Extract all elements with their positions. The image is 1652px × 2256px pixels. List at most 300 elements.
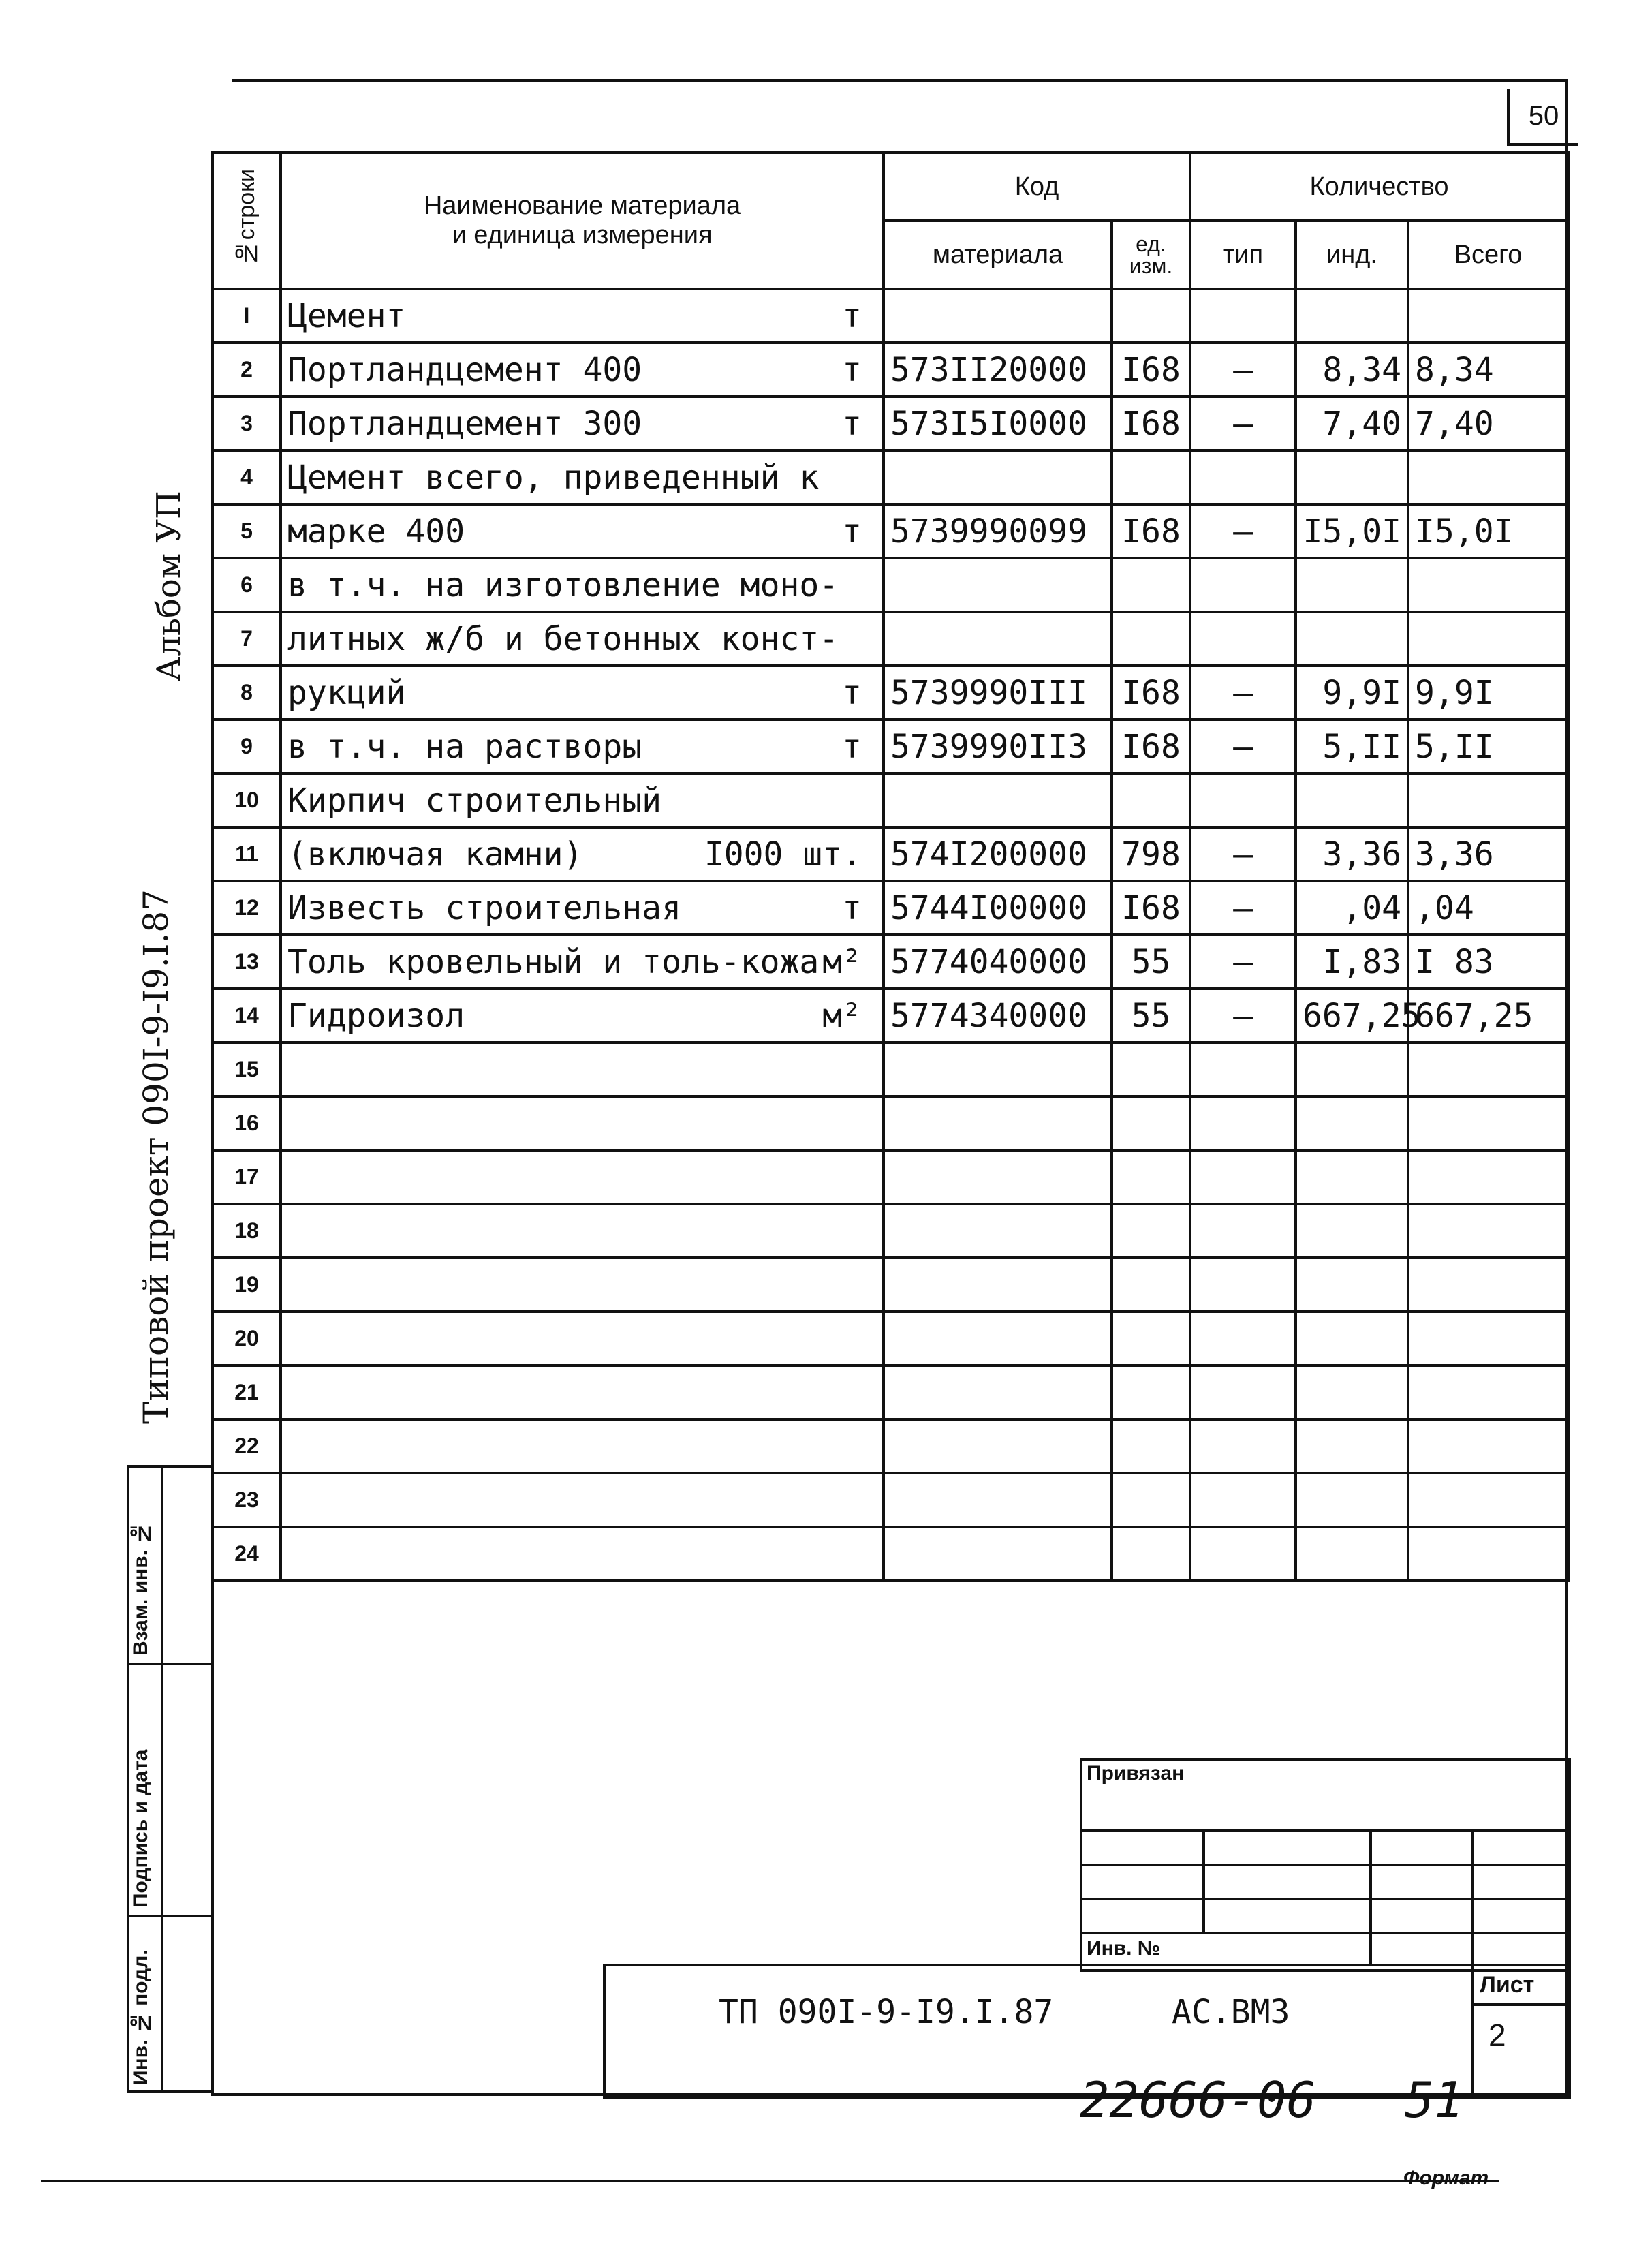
ind-value-text: ,04 — [1342, 889, 1402, 927]
total-value — [1408, 773, 1568, 827]
type-value — [1190, 289, 1296, 343]
ind-value — [1296, 397, 1408, 450]
total-value-text: 5,II — [1415, 727, 1494, 766]
material-name — [281, 1419, 884, 1473]
ind-value — [1296, 558, 1408, 612]
table-row — [213, 1150, 1568, 1204]
total-value-text: I5,0I — [1415, 512, 1514, 551]
material-name — [281, 666, 884, 720]
material-name-text: Цемент всего, приведенный к — [287, 458, 820, 497]
total-value-text: 667,25 — [1415, 996, 1533, 1035]
sheet-div — [1471, 2003, 1567, 2006]
unit-code-text: I68 — [1121, 889, 1181, 927]
total-value — [1408, 558, 1568, 612]
material-name-text: Известь строительная — [287, 889, 681, 927]
type-value — [1190, 612, 1296, 666]
unit-code-text: I68 — [1121, 350, 1181, 389]
sheet-col — [1471, 1964, 1474, 2093]
type-value — [1190, 558, 1296, 612]
handwritten-number: 22666-06 51 — [1080, 2071, 1464, 2129]
binding-col1 — [1202, 1829, 1205, 1932]
material-code — [884, 504, 1112, 558]
total-value — [1408, 504, 1568, 558]
table-row — [213, 881, 1568, 935]
side-strip-div2 — [127, 1915, 213, 1917]
total-value — [1408, 1312, 1568, 1365]
material-name — [281, 1042, 884, 1096]
row-number-text: 16 — [234, 1111, 259, 1135]
material-name — [281, 450, 884, 504]
page-number: 50 — [1507, 89, 1578, 146]
inv-podl-label: Инв. № подл. — [129, 1949, 152, 2085]
type-header: тип — [1190, 221, 1296, 289]
binding-row2 — [1080, 1864, 1565, 1866]
bottom-rule — [41, 2180, 1499, 2182]
material-name — [281, 397, 884, 450]
total-value — [1408, 1419, 1568, 1473]
ind-value — [1296, 289, 1408, 343]
table-row — [213, 397, 1568, 450]
material-name-text: Гидроизол — [287, 996, 465, 1035]
unit-code-text: 55 — [1131, 942, 1171, 981]
material-name — [281, 1365, 884, 1419]
ind-value-text: 8,34 — [1322, 350, 1402, 389]
material-name — [281, 289, 884, 343]
table-row — [213, 343, 1568, 397]
format-label: Формат — [1403, 2167, 1489, 2189]
row-number-text: 21 — [234, 1380, 259, 1404]
ind-value-text: 9,9I — [1322, 673, 1402, 712]
material-code — [884, 1312, 1112, 1365]
total-value — [1408, 1150, 1568, 1204]
table-row — [213, 1042, 1568, 1096]
total-value-text: 7,40 — [1415, 404, 1494, 443]
material-name — [281, 1473, 884, 1527]
ind-value-text: 3,36 — [1322, 835, 1402, 874]
row-number-text: 22 — [234, 1434, 259, 1458]
row-number — [213, 1419, 281, 1473]
row-number — [213, 558, 281, 612]
row-number-text: 7 — [240, 626, 253, 651]
material-name — [281, 989, 884, 1042]
type-value — [1190, 1258, 1296, 1312]
unit-code — [1112, 1204, 1190, 1258]
material-name-text: Толь кровельный и толь-кожа — [287, 942, 820, 981]
type-value — [1190, 1419, 1296, 1473]
unit-code — [1112, 289, 1190, 343]
material-name — [281, 935, 884, 989]
row-number — [213, 1365, 281, 1419]
unit-label: м² — [822, 943, 862, 981]
table-row — [213, 558, 1568, 612]
total-value — [1408, 827, 1568, 881]
material-name-text: в т.ч. на изготовление моно- — [287, 566, 839, 604]
row-number — [213, 827, 281, 881]
material-name-text: литных ж/б и бетонных конст- — [287, 619, 839, 658]
unit-code — [1112, 1365, 1190, 1419]
row-number-text: 15 — [234, 1057, 259, 1081]
unit-code — [1112, 1419, 1190, 1473]
ind-value — [1296, 1527, 1408, 1581]
unit-code — [1112, 1096, 1190, 1150]
ind-value — [1296, 343, 1408, 397]
material-code — [884, 343, 1112, 397]
row-number — [213, 1258, 281, 1312]
total-value-text: I 83 — [1415, 942, 1494, 981]
unit-code — [1112, 397, 1190, 450]
table-row — [213, 827, 1568, 881]
unit-code — [1112, 881, 1190, 935]
row-number-text: 24 — [234, 1541, 259, 1566]
doc-code: ТП 090I-9-I9.I.87 — [719, 1993, 1054, 2031]
material-code — [884, 1365, 1112, 1419]
material-code-text: 573II20000 — [890, 350, 1087, 389]
type-value — [1190, 989, 1296, 1042]
binding-col3 — [1471, 1829, 1474, 1966]
row-number-text: 12 — [234, 895, 259, 920]
project-label: Типовой проект 090I-9-I9.I.87 — [136, 889, 176, 1424]
material-code — [884, 397, 1112, 450]
album-label: Альбом УП — [150, 491, 188, 681]
type-value-text: – — [1233, 889, 1253, 927]
material-code-text: 5774340000 — [890, 996, 1087, 1035]
type-value — [1190, 935, 1296, 989]
type-value — [1190, 1312, 1296, 1365]
material-code-text: 5739990099 — [890, 512, 1087, 551]
row-number — [213, 612, 281, 666]
material-name — [281, 612, 884, 666]
row-number — [213, 343, 281, 397]
unit-label: т — [842, 297, 862, 335]
unit-code-text: I68 — [1121, 512, 1181, 551]
ind-value — [1296, 935, 1408, 989]
row-number — [213, 935, 281, 989]
type-value — [1190, 1527, 1296, 1581]
total-value — [1408, 881, 1568, 935]
top-rule — [232, 79, 1568, 82]
material-name — [281, 1312, 884, 1365]
ind-value — [1296, 612, 1408, 666]
table-row — [213, 1419, 1568, 1473]
table-row — [213, 989, 1568, 1042]
row-number-text: 4 — [240, 465, 253, 489]
binding-row1 — [1080, 1829, 1565, 1832]
type-value — [1190, 827, 1296, 881]
material-code-header: материала — [884, 221, 1112, 289]
ind-value — [1296, 1096, 1408, 1150]
type-value — [1190, 1473, 1296, 1527]
unit-code — [1112, 1312, 1190, 1365]
material-code — [884, 289, 1112, 343]
ind-value — [1296, 1419, 1408, 1473]
binding-col2 — [1369, 1829, 1372, 1966]
row-number-text: 19 — [234, 1272, 259, 1297]
type-value — [1190, 1096, 1296, 1150]
table-row — [213, 1312, 1568, 1365]
material-code — [884, 1419, 1112, 1473]
material-code — [884, 827, 1112, 881]
table-row — [213, 1258, 1568, 1312]
unit-label: т — [842, 889, 862, 927]
material-code — [884, 935, 1112, 989]
type-value-text: – — [1233, 404, 1253, 443]
row-number-text: 20 — [234, 1326, 259, 1350]
material-code-text: 5744I00000 — [890, 889, 1087, 927]
unit-label: т — [842, 674, 862, 712]
row-number-text: 17 — [234, 1164, 259, 1189]
binding-row4 — [1080, 1932, 1565, 1934]
unit-code — [1112, 935, 1190, 989]
type-value — [1190, 1204, 1296, 1258]
signature-date-label: Подпись и дата — [129, 1749, 152, 1908]
binding-row3 — [1080, 1898, 1565, 1900]
material-name — [281, 343, 884, 397]
ind-value-text: 5,II — [1322, 727, 1402, 766]
total-value — [1408, 935, 1568, 989]
ind-value — [1296, 1204, 1408, 1258]
material-code — [884, 612, 1112, 666]
total-value — [1408, 1042, 1568, 1096]
total-value — [1408, 720, 1568, 773]
row-number — [213, 450, 281, 504]
material-code — [884, 558, 1112, 612]
unit-code — [1112, 1150, 1190, 1204]
row-number-text: 23 — [234, 1487, 259, 1512]
ind-value — [1296, 773, 1408, 827]
ind-value-text: I,83 — [1322, 942, 1402, 981]
table-row — [213, 1204, 1568, 1258]
material-name — [281, 720, 884, 773]
unit-label: т — [842, 405, 862, 443]
total-value — [1408, 1204, 1568, 1258]
material-name-text: Цемент — [287, 296, 406, 335]
sheet-label: Лист — [1480, 1972, 1535, 1998]
unit-code — [1112, 773, 1190, 827]
table-row — [213, 1527, 1568, 1581]
material-code-text: 5739990II3 — [890, 727, 1087, 766]
ind-value — [1296, 1312, 1408, 1365]
ind-value — [1296, 666, 1408, 720]
material-code — [884, 450, 1112, 504]
row-number — [213, 881, 281, 935]
type-value-text: – — [1233, 350, 1253, 389]
sheet-number: 2 — [1489, 2018, 1506, 2053]
material-code — [884, 989, 1112, 1042]
total-value-text: ,04 — [1415, 889, 1474, 927]
total-value-text: 8,34 — [1415, 350, 1494, 389]
side-strip-top — [127, 1465, 213, 1468]
type-value-text: – — [1233, 996, 1253, 1035]
table-row — [213, 612, 1568, 666]
type-value — [1190, 450, 1296, 504]
unit-code — [1112, 989, 1190, 1042]
type-value — [1190, 1365, 1296, 1419]
material-name-text: Портландцемент 400 — [287, 350, 642, 389]
unit-code — [1112, 1042, 1190, 1096]
material-name — [281, 881, 884, 935]
type-value — [1190, 397, 1296, 450]
type-value — [1190, 504, 1296, 558]
material-name — [281, 1258, 884, 1312]
ind-value — [1296, 1042, 1408, 1096]
row-number — [213, 1042, 281, 1096]
total-value — [1408, 343, 1568, 397]
type-value — [1190, 720, 1296, 773]
type-value-text: – — [1233, 835, 1253, 874]
unit-code — [1112, 558, 1190, 612]
type-value — [1190, 343, 1296, 397]
total-value — [1408, 989, 1568, 1042]
row-number — [213, 989, 281, 1042]
row-number-text: 14 — [234, 1003, 259, 1027]
material-code — [884, 1096, 1112, 1150]
material-name-text: Кирпич строительный — [287, 781, 662, 820]
unit-code-text: I68 — [1121, 673, 1181, 712]
material-name — [281, 773, 884, 827]
material-code — [884, 1473, 1112, 1527]
material-name-text: Портландцемент 300 — [287, 404, 642, 443]
table-row — [213, 289, 1568, 343]
unit-label: т — [842, 351, 862, 389]
unit-code-text: 55 — [1131, 996, 1171, 1035]
row-number-text: 5 — [240, 519, 253, 543]
material-name — [281, 558, 884, 612]
total-value — [1408, 1527, 1568, 1581]
material-name — [281, 1204, 884, 1258]
unit-code — [1112, 343, 1190, 397]
unit-label: т — [842, 512, 862, 551]
unit-code — [1112, 666, 1190, 720]
materials-table — [211, 151, 1570, 1582]
table-row — [213, 504, 1568, 558]
ind-value — [1296, 504, 1408, 558]
material-name-text: марке 400 — [287, 512, 465, 551]
material-name — [281, 1527, 884, 1581]
type-value — [1190, 666, 1296, 720]
material-code — [884, 1150, 1112, 1204]
side-strip-bottom — [127, 2090, 213, 2093]
row-number-text: 11 — [235, 841, 258, 866]
ind-value — [1296, 989, 1421, 1042]
type-value-text: – — [1233, 727, 1253, 766]
type-value — [1190, 1042, 1296, 1096]
material-name — [281, 827, 884, 881]
type-value-text: – — [1233, 673, 1253, 712]
table-row — [213, 1096, 1568, 1150]
code-header: Код — [884, 153, 1190, 221]
row-number-text: 3 — [240, 411, 253, 435]
doc-mark: АС.ВМ3 — [1172, 1993, 1290, 2031]
ind-value-text: 667,25 — [1303, 996, 1421, 1035]
unit-code — [1112, 1473, 1190, 1527]
unit-code — [1112, 1527, 1190, 1581]
total-value — [1408, 666, 1568, 720]
ind-value — [1296, 1258, 1408, 1312]
total-value — [1408, 450, 1568, 504]
table-row — [213, 1473, 1568, 1527]
unit-code — [1112, 450, 1190, 504]
side-strip-mid — [161, 1465, 163, 2092]
material-code — [884, 720, 1112, 773]
material-code-text: 5774040000 — [890, 942, 1087, 981]
table-row — [213, 773, 1568, 827]
table-row — [213, 1365, 1568, 1419]
row-number-text: 8 — [240, 680, 253, 705]
unit-code-text: 798 — [1121, 835, 1181, 874]
row-number — [213, 1312, 281, 1365]
material-code — [884, 1527, 1112, 1581]
material-code — [884, 1258, 1112, 1312]
row-number-text: 6 — [240, 572, 253, 597]
row-number-text: 13 — [234, 949, 259, 974]
total-value — [1408, 1365, 1568, 1419]
quantity-header: Количество — [1190, 153, 1568, 221]
row-number — [213, 1527, 281, 1581]
ind-value-text: 7,40 — [1322, 404, 1402, 443]
total-value — [1408, 1258, 1568, 1312]
vzam-inv-label: Взам. инв. № — [129, 1521, 152, 1656]
material-code — [884, 881, 1112, 935]
total-header: Всего — [1408, 221, 1568, 289]
row-number — [213, 666, 281, 720]
table-row — [213, 720, 1568, 773]
type-value-text: – — [1233, 512, 1253, 551]
name-header: Наименование материала и единица измерения — [281, 153, 884, 289]
material-code — [884, 1204, 1112, 1258]
row-number — [213, 1204, 281, 1258]
ind-value — [1296, 1365, 1408, 1419]
total-value — [1408, 1096, 1568, 1150]
ind-value — [1296, 1150, 1408, 1204]
unit-label: м² — [822, 997, 862, 1035]
table-row — [213, 935, 1568, 989]
ind-value — [1296, 881, 1408, 935]
table-row — [213, 666, 1568, 720]
material-name-text: (включая камни) — [287, 835, 583, 874]
row-number-text: 2 — [240, 357, 253, 382]
type-value — [1190, 881, 1296, 935]
row-number-text: 10 — [234, 788, 259, 812]
total-value — [1408, 289, 1568, 343]
material-code-text: 573I5I0000 — [890, 404, 1087, 443]
row-number — [213, 289, 281, 343]
row-number-text: 18 — [234, 1218, 259, 1243]
ind-header: инд. — [1296, 221, 1408, 289]
row-number — [213, 773, 281, 827]
total-value-text: 3,36 — [1415, 835, 1494, 874]
material-code-text: 574I200000 — [890, 835, 1087, 874]
unit-code-text: I68 — [1121, 727, 1181, 766]
ind-value-text: I5,0I — [1303, 512, 1402, 551]
inv-no-label: Инв. № — [1087, 1937, 1161, 1960]
unit-code — [1112, 827, 1190, 881]
row-number — [213, 1096, 281, 1150]
ind-value — [1296, 450, 1408, 504]
row-number-header: №строки — [213, 153, 281, 289]
total-value — [1408, 612, 1568, 666]
unit-code — [1112, 504, 1190, 558]
unit-header: ед. изм. — [1112, 221, 1190, 289]
material-code — [884, 773, 1112, 827]
material-name-text: в т.ч. на растворы — [287, 727, 642, 766]
unit-label: I000 шт. — [704, 835, 862, 874]
material-code — [884, 1042, 1112, 1096]
row-number-text: 9 — [240, 734, 253, 758]
row-number — [213, 504, 281, 558]
unit-code — [1112, 612, 1190, 666]
material-code-text: 5739990III — [890, 673, 1087, 712]
row-number — [213, 1150, 281, 1204]
